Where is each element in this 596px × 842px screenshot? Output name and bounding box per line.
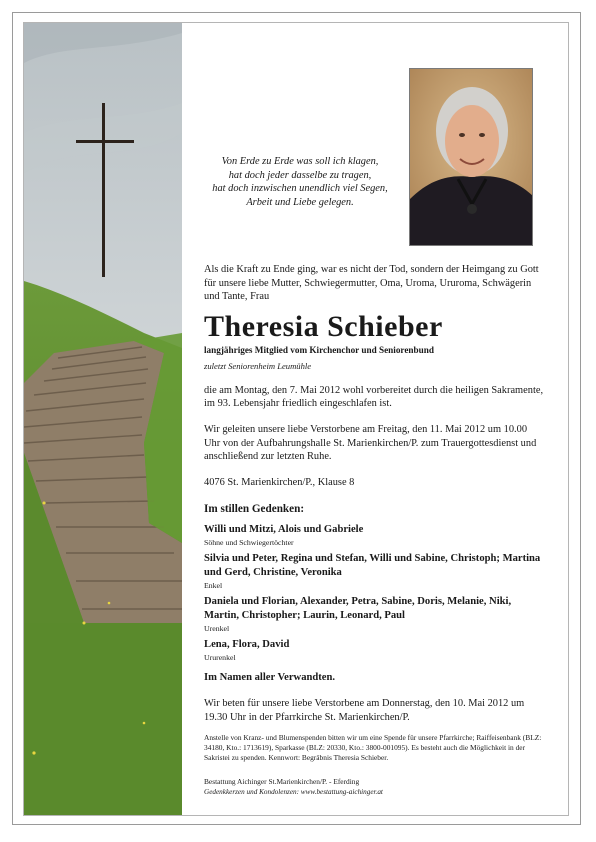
mourner-relation: Urenkel (204, 623, 230, 633)
obituary-text (204, 263, 544, 797)
mourner-names: Willi und Mitzi, Alois und Gabriele (204, 523, 364, 535)
poem (190, 155, 410, 209)
deceased-name: Theresia Schieber (204, 309, 443, 343)
mourner-list (204, 523, 544, 663)
mourner-relation: Ururenkel (204, 652, 236, 662)
mourner-relation: Enkel (204, 580, 223, 590)
relatives-line: Im Namen aller Verwandten. (204, 671, 336, 683)
residence-note: zuletzt Seniorenheim Leumühle (204, 360, 312, 371)
portrait-photo (409, 68, 533, 246)
poem-line: hat doch inzwischen unendlich viel Segen, (212, 183, 388, 195)
intro-text: Als die Kraft zu Ende ging, war es nicht der Tod, sondern der Heimgang zu Gott für unsere liebe Mutter, Schwiegermutter, Oma, Uroma, Ururoma, Schwägerin und Tante, Frau (204, 264, 539, 303)
stairway-photo (24, 23, 182, 815)
prayer-text: Wir beten für unsere liebe Verstorbene am Donnerstag, den 10. Mai 2012 um 19.30 Uhr in der Pfarrkirche St. Marienkirchen/P. (204, 697, 525, 723)
mourner-names: Daniela und Florian, Alexander, Petra, Sabine, Doris, Melanie, Niki, Martin, Christopher; Laurin, Leonard, Paul (204, 595, 512, 621)
memory-heading: Im stillen Gedenken: (204, 503, 305, 516)
undertaker: Bestattung Aichinger St.Marienkirchen/P. - Eferding (204, 777, 360, 787)
poem-line: hat doch jeder dasselbe zu tragen, (228, 169, 372, 181)
funeral-text: Wir geleiten unsere liebe Verstorbene am Freitag, den 11. Mai 2012 um 10.00 Uhr von der Aufbahrungshalle St. Marienkirchen/P. zum Trauergottesdienst und anschließend zur letzten Ruhe. (204, 423, 537, 463)
website: Gedenkkerzen und Kondolenzen: www.bestattung-aichinger.at (204, 788, 383, 797)
poem-line: Von Erde zu Erde was soll ich klagen, (221, 156, 379, 167)
address: 4076 St. Marienkirchen/P., Klause 8 (204, 476, 355, 488)
donation-text: Anstelle von Kranz- und Blumenspenden bitten wir um eine Spende für unsere Pfarrkirche; Raiffeisenbank (BLZ: 34180, Kto.: 1713619), Sparkasse (BLZ: 20330, Kto.: 3800-001095). Es besteht auch die Möglichkeit in der Sakristei zu spenden. Kennwort: Begräbnis Theresia Schieber. (204, 733, 542, 763)
poem-line: Arbeit und Liebe gelegen. (246, 196, 354, 208)
mourner-names: Silvia und Peter, Regina und Stefan, Willi und Sabine, Christoph; Martina und Gerd, Christine, Veronika (204, 552, 541, 578)
mourner-names: Lena, Flora, David (204, 638, 290, 650)
member-note: langjähriges Mitglied vom Kirchenchor und Seniorenbund (204, 344, 434, 355)
death-text: die am Montag, den 7. Mai 2012 wohl vorbereitet durch die heiligen Sakramente, im 93. Lebensjahr friedlich eingeschlafen ist. (204, 384, 544, 410)
mourner-relation: Söhne und Schwiegertöchter (204, 537, 294, 547)
